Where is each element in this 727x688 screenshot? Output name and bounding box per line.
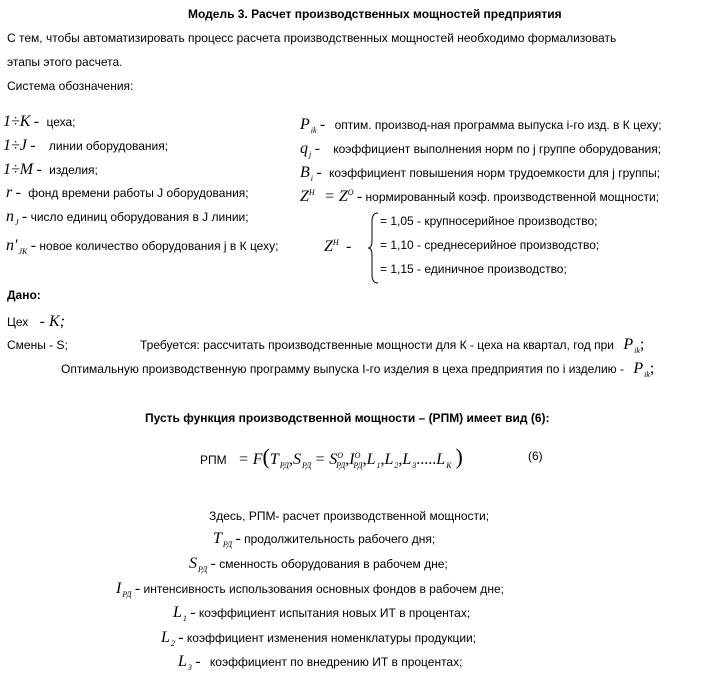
def-text: новое количество оборудования j в К цеху; [39, 239, 279, 253]
def-text: продолжительность рабочего дня; [244, 532, 436, 546]
def-symbol: r [6, 184, 13, 201]
def-labor-norm: $B_i$ - коэффициент повышения норм трудоемкости для j группы; [300, 164, 661, 183]
def-norm-fulfillment: $q_j$ - коэффициент выполнения норм по j группе оборудования; [300, 140, 662, 159]
def-symbol: B [300, 164, 310, 181]
def-l3: $L_3$ - коэффициент по внедрению ИТ в процентах; [178, 653, 463, 672]
def-equipment-count: $n_J$ - число единиц оборудования в J линии; [6, 208, 249, 227]
def-time-fund: r - фонд времени работы J оборудования; [6, 184, 249, 201]
case-unit-production: = 1,15 - единичное производство; [380, 262, 567, 276]
def-text: коэффициент по внедрению ИТ в процентах; [209, 655, 463, 669]
required-line: Требуется: рассчитать производственные мощности для К - цеха на квартал, год при $P_{ik}$; [140, 336, 645, 355]
def-symbol: L [173, 604, 182, 621]
given-shop: Цех - K; [7, 313, 65, 330]
def-text: сменность оборудования в рабочем дне; [219, 557, 448, 571]
def-text: цеха; [46, 115, 76, 129]
def-l2: $L_2$ - коэффициент изменения номенклатуры продукции; [161, 629, 477, 648]
rpm-formula: РПМ = $F(T_{РД},S_{РД} = S^O_{РД},I^O_{РД},L_1,L_2,L_3.....L_K$ ) [200, 444, 463, 470]
def-symbol: I [116, 580, 122, 597]
def-symbol: P [300, 116, 310, 133]
def-intensity: $I_{РД}$ - интенсивность использования основных фондов в рабочем дне; [116, 580, 504, 599]
def-text: число единиц оборудования в J линии; [30, 210, 249, 224]
def-text: коэффициент выполнения норм по j группе оборудования; [333, 142, 662, 156]
def-text: изделия; [49, 163, 98, 177]
function-header: Пусть функция производственной мощности – (РПМ) имеет вид (6): [145, 411, 550, 425]
def-text: оптим. производ-ная программа выпуска i-го изд. в К цеху; [334, 118, 662, 132]
def-symbol: S [189, 555, 197, 572]
def-text: нормированный коэф. производственной мощности; [365, 190, 660, 204]
def-text: коэффициент испытания новых ИТ в процентах; [198, 606, 471, 620]
def-text: коэффициент повышения норм трудоемкости для j группы; [329, 166, 661, 180]
def-symbol: 1÷M [3, 161, 34, 178]
case-large-series: = 1,05 - крупносерийное производство; [380, 214, 598, 228]
here-text: Здесь, РПМ- расчет производственной мощности; [209, 509, 490, 523]
def-symbol: L [178, 653, 187, 670]
def-new-equipment: $n'_{JK}$ - новое количество оборудования j в К цеху; [6, 237, 279, 256]
def-symbol: n′ [6, 237, 18, 254]
def-shift-ratio: $S_{РД}$ - сменность оборудования в рабочем дне; [189, 555, 448, 574]
def-text: коэффициент изменения номенклатуры продукции; [186, 631, 477, 645]
def-symbol: n [6, 208, 14, 225]
def-text: линии оборудования; [48, 139, 169, 153]
optimal-line: Оптимальную производственную программу выпуска I-го изделия в цеха предприятия по i изделию - $P_{ik}$; [61, 360, 655, 379]
def-symbol: T [213, 530, 222, 547]
def-products: 1÷M - изделия; [3, 161, 98, 178]
intro-line-1: С тем, чтобы автоматизировать процесс расчета производственных мощностей необходимо формализовать [7, 31, 617, 45]
def-symbol: 1÷J [3, 137, 27, 154]
def-lines: 1÷J - линии оборудования; [3, 137, 169, 154]
zh-symbol: $Z^H$ - [324, 238, 352, 255]
formula-number: (6) [528, 449, 543, 463]
def-symbol: L [161, 629, 170, 646]
def-workday-length: $T_{РД}$ - продолжительность рабочего дня; [213, 530, 436, 549]
notation-header: Система обозначения: [7, 79, 134, 93]
def-text: фонд времени работы J оборудования; [28, 186, 249, 200]
def-normalized-coef: $Z^H = Z^O$ - нормированный коэф. производственной мощности; [300, 188, 660, 205]
def-l1: $L_1$ - коэффициент испытания новых ИТ в процентах; [173, 604, 471, 623]
def-symbol: q [300, 140, 308, 157]
given-header: Дано: [7, 288, 41, 302]
given-shifts: Смены - S; [7, 338, 68, 352]
page-title: Модель 3. Расчет производственных мощностей предприятия [188, 7, 562, 21]
cases-brace-icon [368, 211, 380, 285]
def-symbol: 1÷K [3, 113, 31, 130]
def-text: интенсивность использования основных фондов в рабочем дне; [143, 582, 504, 596]
def-optimal-program: $P_{ik}$ - оптим. производ-ная программа выпуска i-го изд. в К цеху; [300, 116, 662, 135]
case-medium-series: = 1,10 - среднесерийное производство; [380, 238, 600, 252]
def-symbol: Z [300, 188, 309, 205]
def-shops: 1÷K - цеха; [3, 113, 76, 130]
intro-line-2: этапы этого расчета. [7, 55, 123, 69]
